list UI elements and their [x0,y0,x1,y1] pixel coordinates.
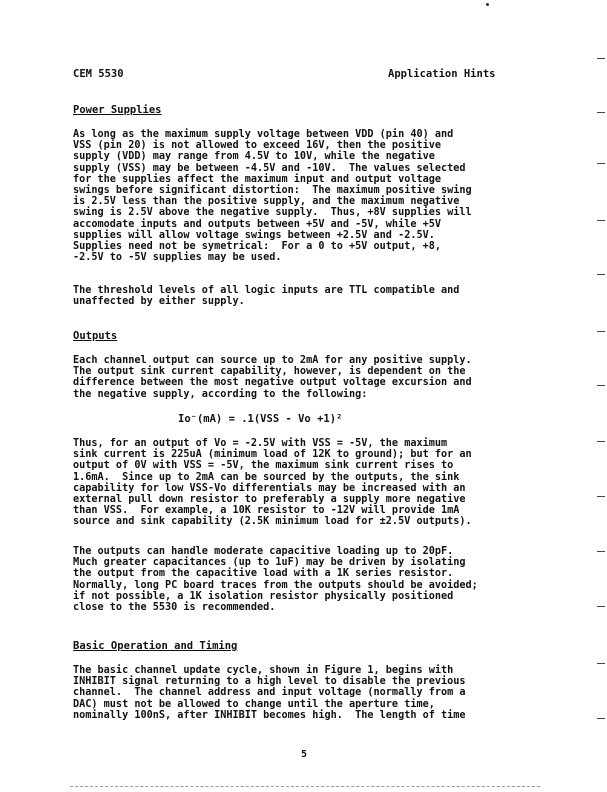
heading-outputs: Outputs [73,330,118,342]
paragraph-power-supplies-2: The threshold levels of all logic inputs are TTL compatible and unaffected by either supply. [73,285,460,308]
header-document-id: CEM 5530 [73,68,124,80]
margin-mark [597,274,605,275]
margin-mark [597,441,605,442]
margin-mark [597,606,605,607]
sink-current-formula: Io⁻(mA) = .1(VSS - Vo +1)² [178,413,343,425]
scan-bottom-edge [70,786,540,788]
heading-power-supplies: Power Supplies [73,104,162,116]
page-number: 5 [301,749,308,760]
margin-mark [597,663,605,664]
margin-mark [597,220,605,221]
margin-mark [597,496,605,497]
margin-mark [597,331,605,332]
margin-mark [597,718,605,719]
paragraph-outputs-2: Thus, for an output of Vo = -2.5V with VSS = -5V, the maximum sink current is 225uA (minimum load of 12K to ground); but for an output of 0V with VSS = -5V, the maximum sink current rises to 1.6mA. Since up to 2mA can be sourced by the outputs, the sink capability for low VSS-Vo differentials may be increased with an external pull down resistor to preferably a supply more negative than VSS. For example, a 10K resistor to -12V will provide 1mA source and sink capability (2.5K minimum load for ±2.5V outputs). [73,438,472,528]
paragraph-outputs-1: Each channel output can source up to 2mA for any positive supply. The output sink current capability, however, is dependent on the difference between the most negative output voltage excursion and the negative supply, according to the following: [73,355,472,400]
paragraph-power-supplies-1: As long as the maximum supply voltage between VDD (pin 40) and VSS (pin 20) is not allowed to exceed 16V, then the positive supply (VDD) may range from 4.5V to 10V, while the negative supply (VSS) may be between -4.5V and -10V. The values selected for the supplies affect the maximum input and output voltage swings before significant distortion: The maximum positive swing is 2.5V less than the positive supply, and the maximum negative swing is 2.5V above the negative supply. Thus, +8V supplies will accomodate inputs and outputs between +5V and -5V, while +5V supplies will allow voltage swings between +2.5V and -2.5V. Supplies need not be symetrical: For a 0 to +5V output, +8, -2.5V to -5V supplies may be used. [73,129,472,264]
margin-mark [597,385,605,386]
paragraph-outputs-3: The outputs can handle moderate capacitive loading up to 20pF. Much greater capacitances (up to 1uF) may be driven by isolating the output from the capacitive load with a 1K series resistor. Normally, long PC board traces from the outputs should be avoided; if not possible, a 1K isolation resistor physically positioned close to the 5530 is recommended. [73,546,478,614]
scan-speck [486,3,489,6]
paragraph-basic-operation-timing-1: The basic channel update cycle, shown in Figure 1, begins with INHIBIT signal returning to a high level to disable the previous channel. The channel address and input voltage (normally from a DAC) must not be allowed to change until the aperture time, nominally 100nS, after INHIBIT becomes high. The length of time [73,665,466,721]
margin-mark [597,112,605,113]
header-section-title: Application Hints [388,68,496,80]
margin-mark [597,163,605,164]
heading-basic-operation-timing: Basic Operation and Timing [73,640,238,652]
margin-mark [597,551,605,552]
margin-mark [597,58,605,59]
